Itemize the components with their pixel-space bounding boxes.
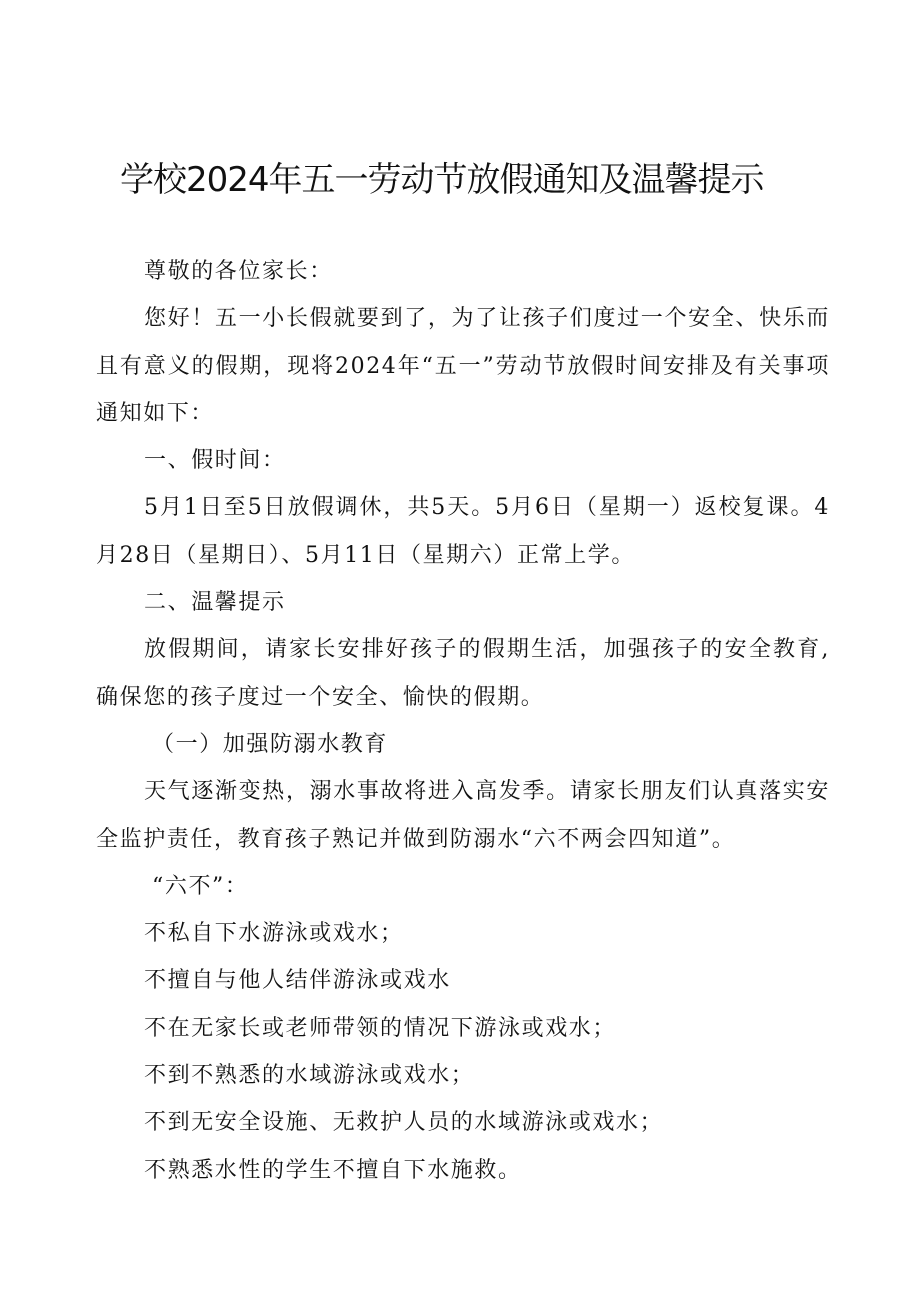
list-item: 不熟悉水性的学生不擅自下水施救。 — [144, 1157, 522, 1183]
document-body — [96, 248, 830, 1194]
document-title: 学校2024年五一劳动节放假通知及温馨提示 — [120, 160, 764, 200]
list-item: 不到无安全设施、无救护人员的水域游泳或戏水； — [144, 1110, 664, 1136]
list-item: 不在无家长或老师带领的情况下游泳或戏水； — [144, 1015, 617, 1041]
list-item: 不擅自与他人结伴游泳或戏水 — [144, 968, 451, 994]
list-item: 不私自下水游泳或戏水； — [144, 921, 404, 947]
salutation: 尊敬的各位家长： — [144, 259, 333, 284]
section-heading-tips: 二、温馨提示 — [144, 590, 286, 616]
drowning-paragraph: 天气逐渐变热，溺水事故将进入高发季。请家长朋友们认真落实安全监护责任，教育孩子熟记并做到防溺水“六不两会四知道”。 — [96, 779, 830, 852]
intro-paragraph: 您好！五一小长假就要到了，为了让孩子们度过一个安全、快乐而且有意义的假期，现将2024年“五一”劳动节放假时间安排及有关事项通知如下： — [96, 306, 830, 426]
six-donts-heading: “六不”： — [152, 873, 249, 899]
subsection-heading-drowning: （一）加强防溺水教育 — [152, 731, 389, 757]
section-heading-holiday-time: 一、假时间： — [144, 448, 286, 474]
list-item: 不到不熟悉的水域游泳或戏水； — [144, 1063, 475, 1089]
holiday-schedule-paragraph: 5月1日至5日放假调休，共5天。5月6日（星期一）返校复课。4月28日（星期日）、5月11日（星期六）正常上学。 — [96, 495, 830, 568]
tips-paragraph: 放假期间，请家长安排好孩子的假期生活，加强孩子的安全教育,确保您的孩子度过一个安全、愉快的假期。 — [96, 637, 830, 710]
